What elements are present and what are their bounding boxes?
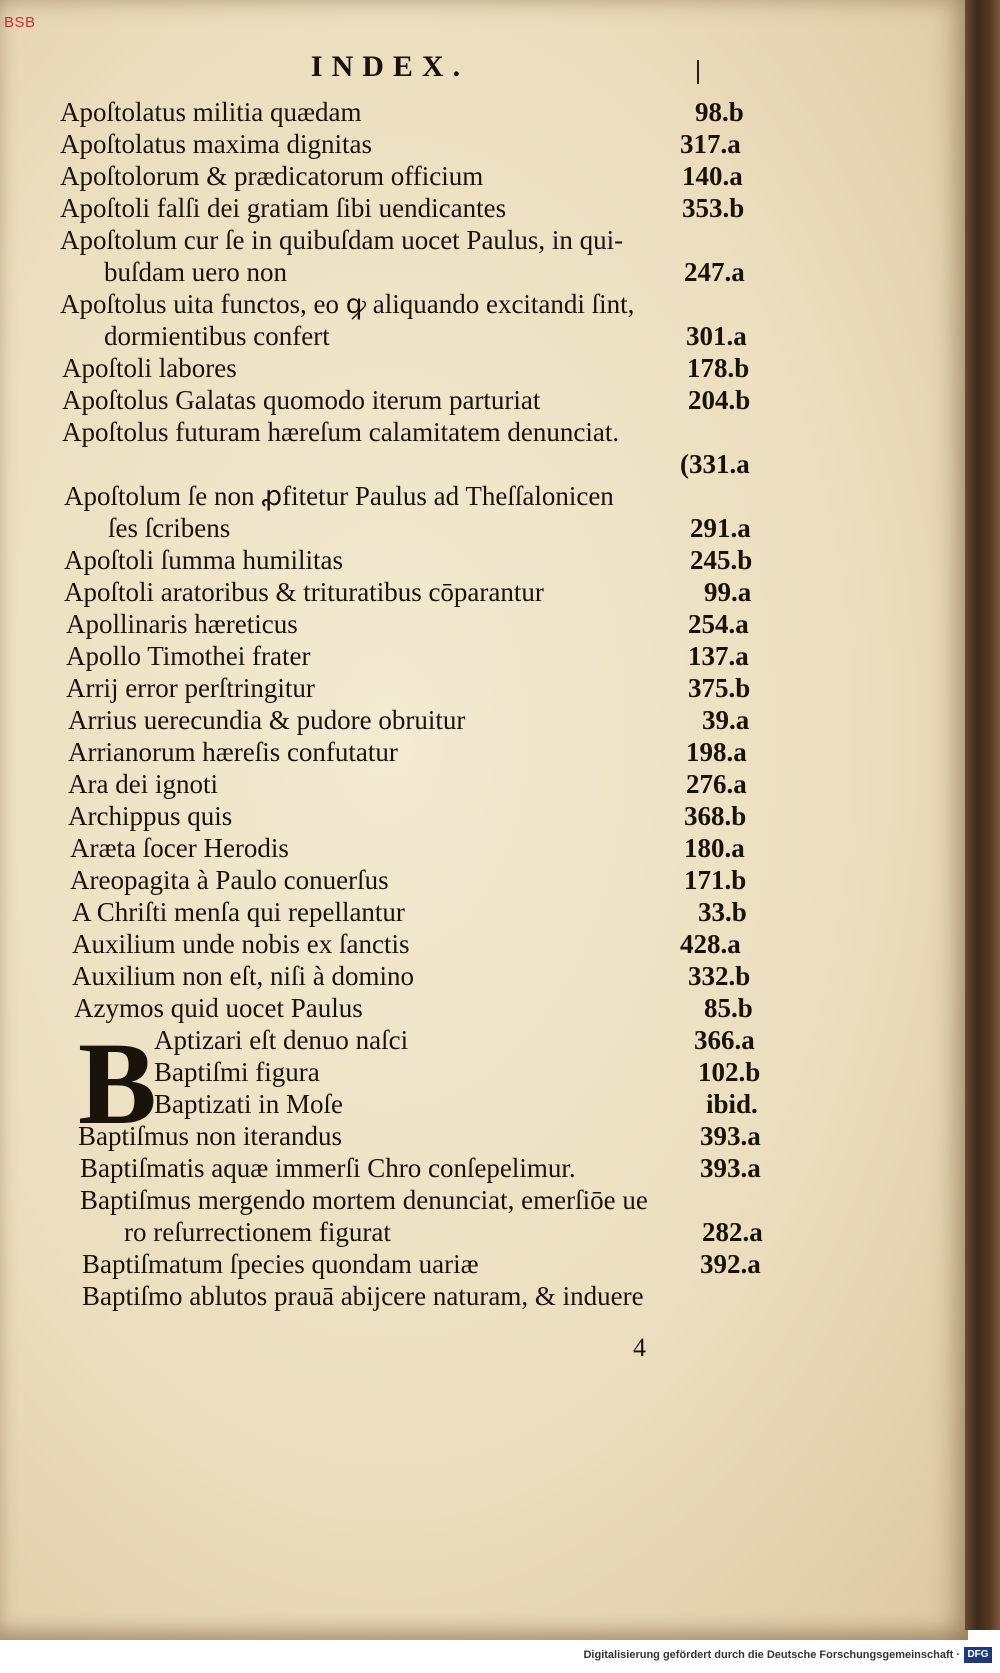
entry-text: dormientibus confert (104, 321, 330, 351)
entry-text: Apollo Timothei frater (66, 641, 311, 671)
entry-page: 99.a (704, 577, 752, 607)
entry-page: 375.b (688, 673, 751, 703)
entry-text: Ara dei ignoti (68, 769, 218, 799)
entry-page: 33.b (698, 897, 747, 927)
entry-text: Apoſtolatus militia quædam (60, 97, 362, 127)
entry-text: Baptiſmus non iterandus (78, 1121, 342, 1151)
entry-page: 198.a (686, 737, 747, 767)
entry-text: Aræta ſocer Herodis (70, 833, 289, 863)
signature-mark: 4 (633, 1333, 646, 1362)
bsb-watermark: BSB (4, 14, 36, 31)
entry-text: Apoſtolus Galatas quomodo iterum parturiat (62, 385, 541, 415)
entry-text: buſdam uero non (104, 257, 287, 287)
entry-text: ſes ſcribens (108, 513, 231, 543)
running-head: INDEX. (310, 50, 470, 83)
entry-text: Aptizari eſt denuo naſci (154, 1025, 409, 1055)
entry-text: Baptiſmi figura (154, 1057, 320, 1087)
entry-page: 85.b (704, 993, 753, 1023)
entry-page: ibid. (706, 1089, 758, 1119)
entry-text: Apoſtoli falſi dei gratiam ſibi uendicantes (60, 193, 507, 223)
entry-text: Apoſtoli aratoribus & trituratibus cōparantur (64, 577, 544, 607)
entry-page: 247.a (684, 257, 745, 287)
entry-text: Auxilium non eſt, niſi à domino (72, 961, 414, 991)
entry-page: 291.a (690, 513, 751, 543)
entry-page: 317.a (680, 129, 741, 159)
entry-page: 368.b (684, 801, 747, 831)
margin-mark (697, 60, 699, 84)
book-edge (965, 0, 1000, 1630)
entry-page: 366.a (694, 1025, 755, 1055)
entry-page: 393.a (700, 1153, 761, 1183)
entry-text: Baptizati in Moſe (154, 1089, 343, 1119)
entry-page: 180.a (684, 833, 745, 863)
entry-text: Baptiſmatum ſpecies quondam uariæ (82, 1249, 479, 1279)
entry-page: 276.a (686, 769, 747, 799)
dfg-logo: DFG (964, 1647, 992, 1663)
entry-page: 178.b (687, 353, 750, 383)
drop-cap-initial: B (78, 1018, 157, 1149)
entry-text: Archippus quis (68, 801, 233, 831)
entry-text: Apoſtoli ſumma humilitas (64, 545, 343, 575)
entry-text: Apoſtolus futuram hæreſum calamitatem denunciat. (62, 417, 620, 447)
entry-page: 98.b (695, 97, 744, 127)
entry-page: 137.a (688, 641, 749, 671)
entry-page: 332.b (688, 961, 751, 991)
entry-text: Apollinaris hæreticus (66, 609, 298, 639)
entry-text: Apoſtolus uita functos, eo ꝙ aliquando excitandi ſint, (60, 289, 635, 319)
entry-page: 392.a (700, 1249, 761, 1279)
entry-page: 254.a (688, 609, 749, 639)
entry-text: Arrius uerecundia & pudore obruitur (68, 705, 466, 735)
entry-page: 393.a (700, 1121, 761, 1151)
entry-page: 204.b (688, 385, 751, 415)
entry-text: Arrij error perſtringitur (66, 673, 315, 703)
footer (0, 1640, 1000, 1673)
entry-text: Baptiſmus mergendo mortem denunciat, emerſiōe ue (80, 1185, 648, 1215)
entry-page: 428.a (680, 929, 741, 959)
entry-page: 301.a (686, 321, 747, 351)
entry-page: 245.b (690, 545, 753, 575)
entry-text: Apoſtolum ſe non ꝓfitetur Paulus ad Theſſalonicen (64, 481, 614, 511)
entry-text: Apoſtoli labores (62, 353, 237, 383)
entry-text: Baptiſmo ablutos prauā abijcere naturam, & induere (82, 1281, 644, 1311)
entry-text: Areopagita à Paulo conuerſus (70, 865, 389, 895)
entry-page: 353.b (682, 193, 745, 223)
entry-page: 140.a (682, 161, 743, 191)
entry-text: Auxilium unde nobis ex ſanctis (72, 929, 410, 959)
entry-text: Apoſtolorum & prædicatorum officium (60, 161, 484, 191)
entry-text: ro reſurrectionem figurat (124, 1217, 391, 1247)
entry-page: 102.b (698, 1057, 761, 1087)
entry-text: Arrianorum hæreſis confutatur (68, 737, 398, 767)
entry-text: Azymos quid uocet Paulus (74, 993, 363, 1023)
entry-page: 171.b (684, 865, 747, 895)
entry-page: 282.a (702, 1217, 763, 1247)
entry-text: Baptiſmatis aquæ immerſi Chro conſepelimur. (80, 1153, 576, 1183)
entry-text: Apoſtolum cur ſe in quibuſdam uocet Paulus, in qui- (60, 225, 624, 255)
entry-page: 39.a (702, 705, 750, 735)
entry-text: Apoſtolatus maxima dignitas (60, 129, 372, 159)
entry-text: A Chriſti menſa qui repellantur (72, 897, 405, 927)
entry-page: (331.a (680, 449, 750, 479)
dfg-credit: Digitalisierung gefördert durch die Deutsche Forschungsgemeinschaft · (583, 1649, 960, 1661)
